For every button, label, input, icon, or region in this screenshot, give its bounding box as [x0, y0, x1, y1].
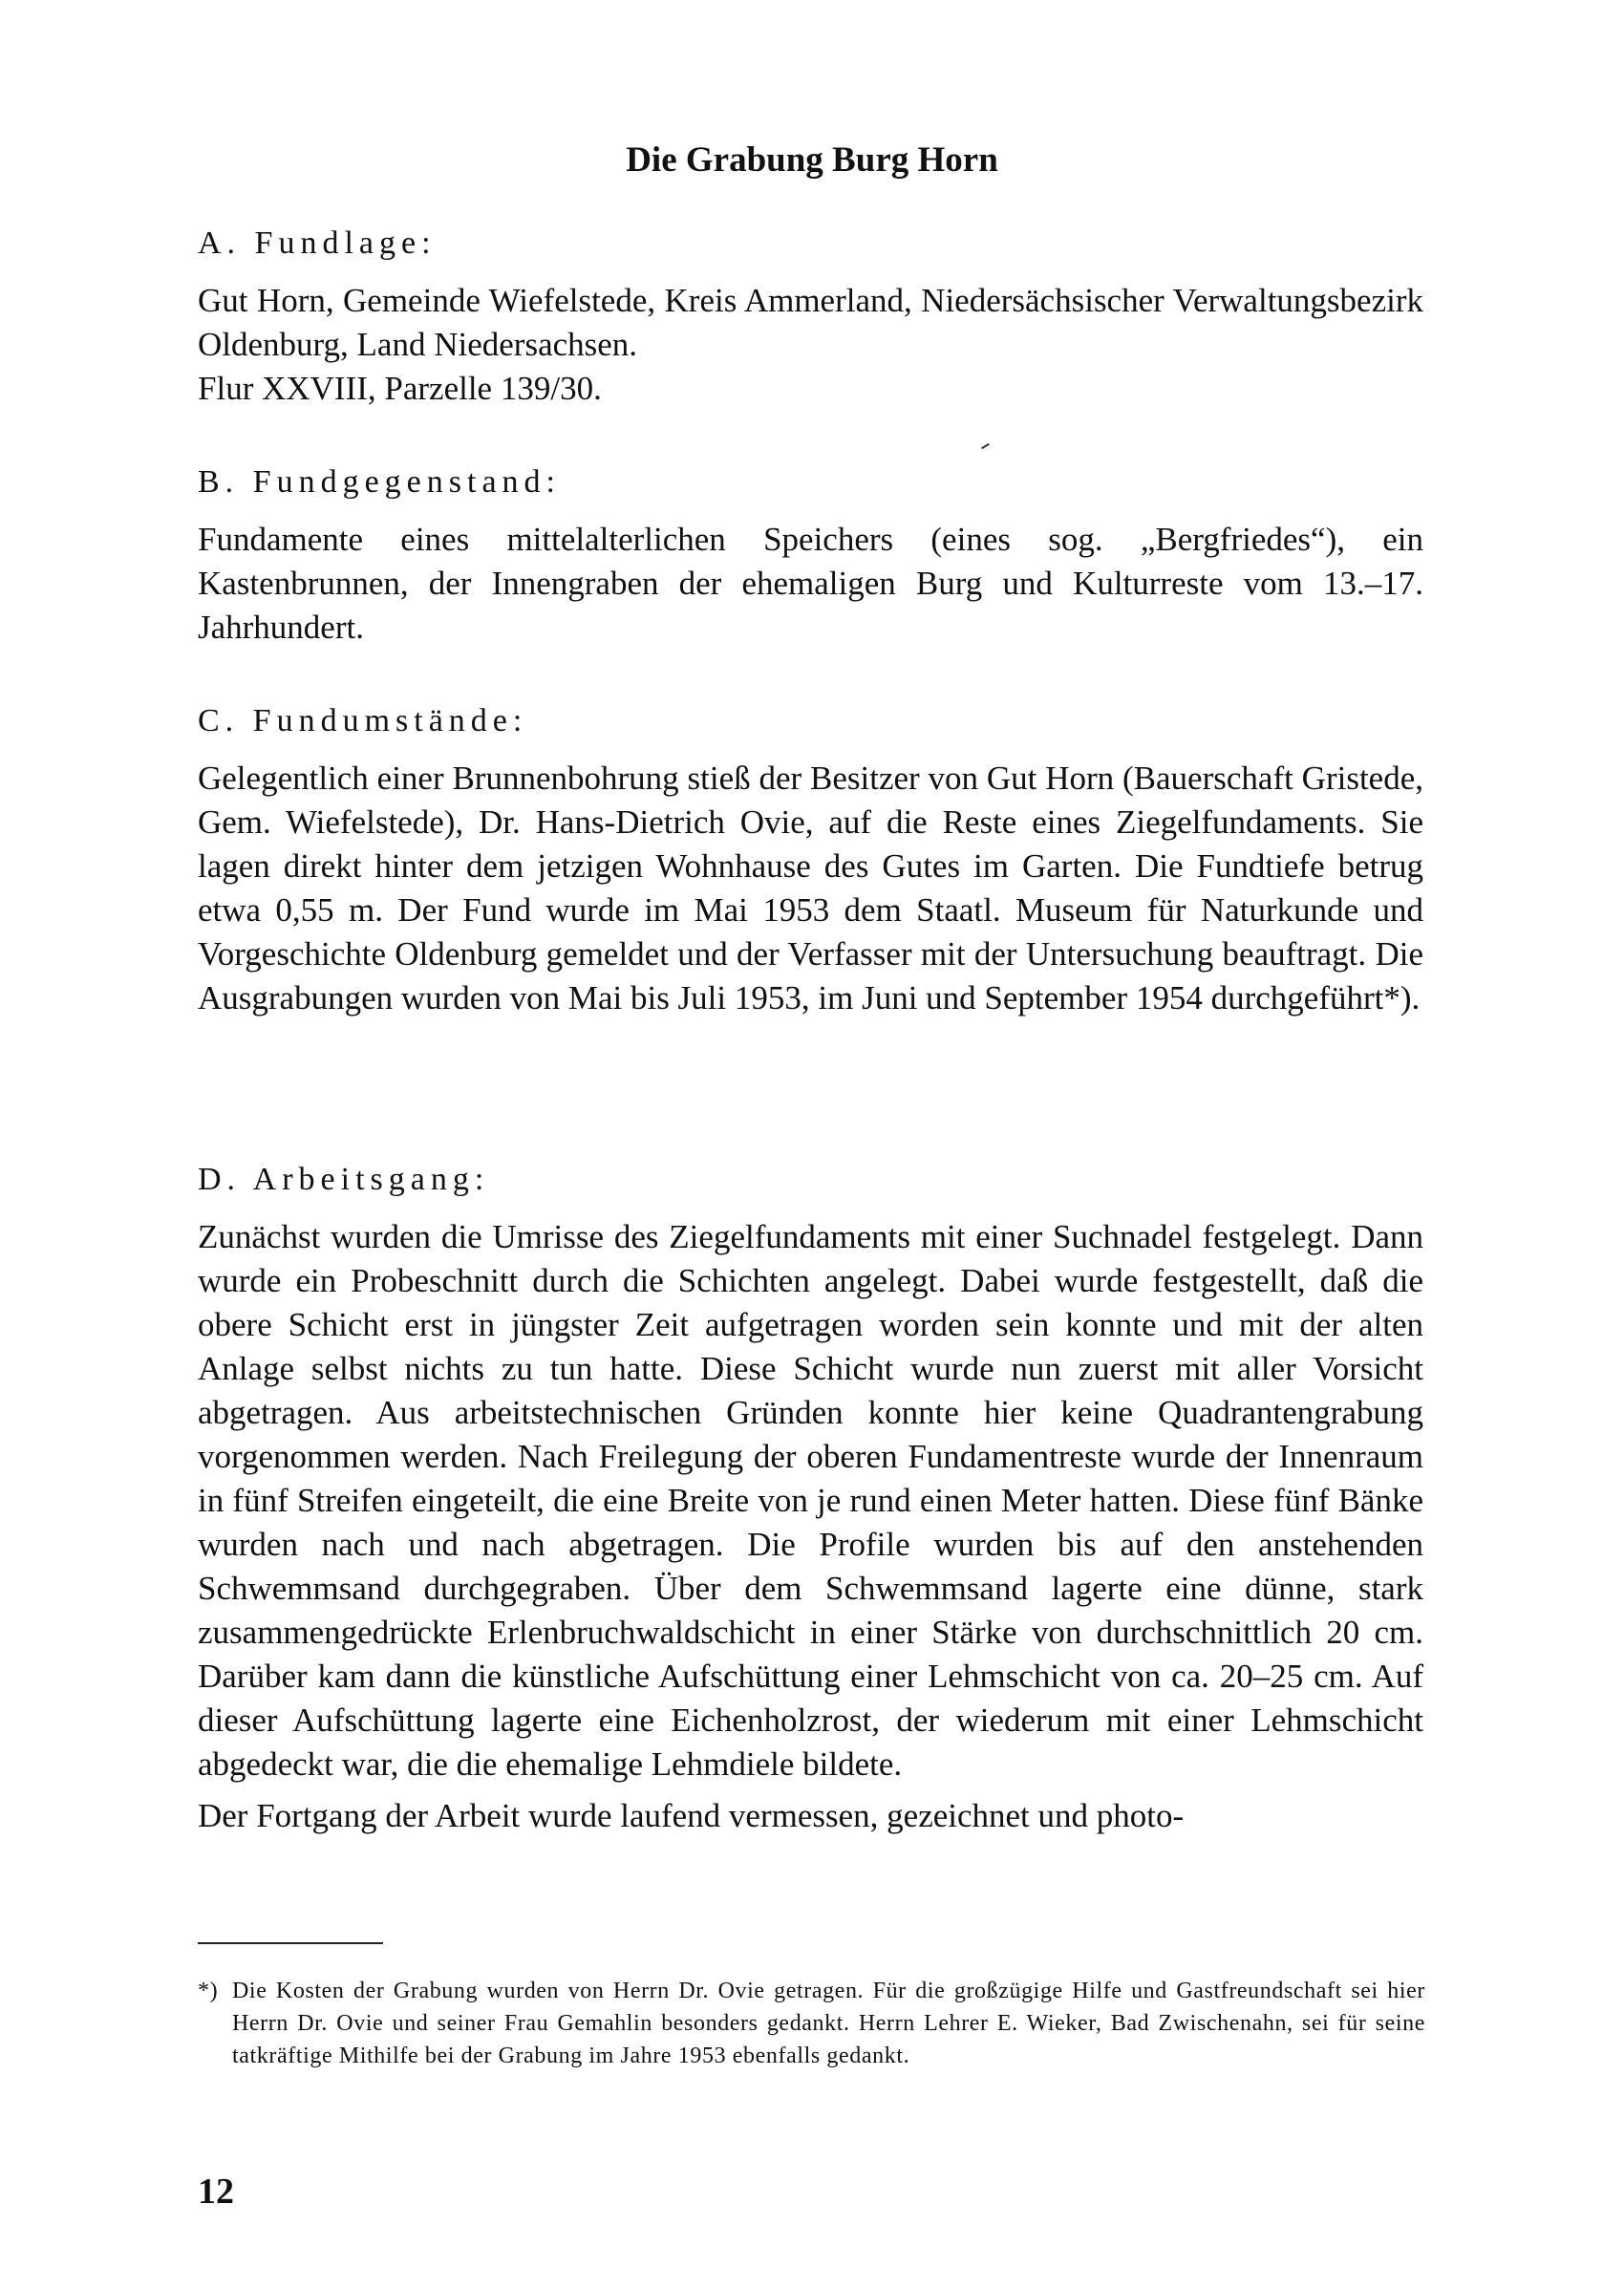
section-heading: A. Fundlage:	[198, 225, 437, 261]
section-fundgegenstand	[198, 460, 1423, 650]
section-body	[198, 757, 1423, 1020]
section-heading: C. Fundumstände:	[198, 703, 528, 738]
section-body	[198, 279, 1423, 411]
page-number: 12	[198, 2172, 234, 2212]
section-body	[198, 518, 1423, 650]
paragraph: Gut Horn, Gemeinde Wiefelstede, Kreis Ammerland, Niedersächsischer Verwaltungsbezirk Oldenburg, Land Niedersachsen.	[198, 282, 1423, 363]
section-fundlage	[198, 222, 1423, 411]
paragraph: Gelegentlich einer Brunnenbohrung stieß der Besitzer von Gut Horn (Bauerschaft Gristede, Gem. Wiefelstede), Dr. Hans-Dietrich Ovie, auf die Reste eines Ziegelfundaments. Sie lagen direkt hinter dem jetzigen Wohnhause des Gutes im Garten. Die Fundtiefe betrug etwa 0,55 m. Der Fund wurde im Mai 1953 dem Staatl. Museum für Naturkunde und Vorgeschichte Oldenburg gemeldet und der Verfasser mit der Untersuchung beauftragt. Die Ausgrabungen wurden von Mai bis Juli 1953, im Juni und September 1954 durchgeführt*).	[198, 760, 1423, 1017]
section-body	[198, 1215, 1423, 1838]
paragraph: Flur XXVIII, Parzelle 139/30.	[198, 370, 602, 407]
footnote-marker: *)	[198, 1979, 219, 2003]
footnote-divider	[198, 1942, 383, 1944]
section-heading: D. Arbeitsgang:	[198, 1162, 490, 1197]
footnote-paragraph	[198, 1975, 1425, 2072]
section-fundumstaende	[198, 699, 1423, 1020]
paragraph: Fundamente eines mittelalterlichen Speichers (eines sog. „Bergfriedes“), ein Kastenbrunnen, der Innengraben der ehemaligen Burg und Kulturreste vom 13.–17. Jahrhundert.	[198, 521, 1423, 646]
paragraph: Zunächst wurden die Umrisse des Ziegelfundaments mit einer Suchnadel festgelegt. Dann wurde ein Probeschnitt durch die Schichten angelegt. Dabei wurde festgestellt, daß die obere Schicht erst in jüngster Zeit aufgetragen worden sein konnte und mit der alten Anlage selbst nichts zu tun hatte. Diese Schicht wurde nun zuerst mit aller Vorsicht abgetragen. Aus arbeitstechnischen Gründen konnte hier keine Quadrantengrabung vorgenommen werden. Nach Freilegung der oberen Fundamentreste wurde der Innenraum in fünf Streifen eingeteilt, die eine Breite von je rund einen Meter hatten. Diese fünf Bänke wurden nach und nach abgetragen. Die Profile wurden bis auf den anstehenden Schwemmsand durchgegraben. Über dem Schwemmsand lagerte eine dünne, stark zusammengedrückte Erlenbruchwaldschicht in einer Stärke von durchschnittlich 20 cm. Darüber kam dann die künstliche Aufschüttung einer Lehmschicht von ca. 20–25 cm. Auf dieser Aufschüttung lagerte eine Eichenholzrost, der wiederum mit einer Lehmschicht abgedeckt war, die die ehemalige Lehmdiele bildete.	[198, 1218, 1423, 1783]
paragraph: Der Fortgang der Arbeit wurde laufend vermessen, gezeichnet und photo-	[198, 1797, 1185, 1834]
section-arbeitsgang	[198, 1158, 1423, 1838]
stray-mark	[981, 443, 990, 449]
page-title: Die Grabung Burg Horn	[626, 140, 998, 180]
footnote-text: Die Kosten der Grabung wurden von Herrn Dr. Ovie getragen. Für die großzügige Hilfe und Gastfreundschaft sei hier Herrn Dr. Ovie und seiner Frau Gemahlin besonders gedankt. Herrn Lehrer E. Wieker, Bad Zwischenahn, sei für seine tatkräftige Mithilfe bei der Grabung im Jahre 1953 ebenfalls gedankt.	[232, 1979, 1425, 2068]
section-heading: B. Fundgegenstand:	[198, 464, 561, 500]
footnote	[198, 1975, 1425, 2072]
